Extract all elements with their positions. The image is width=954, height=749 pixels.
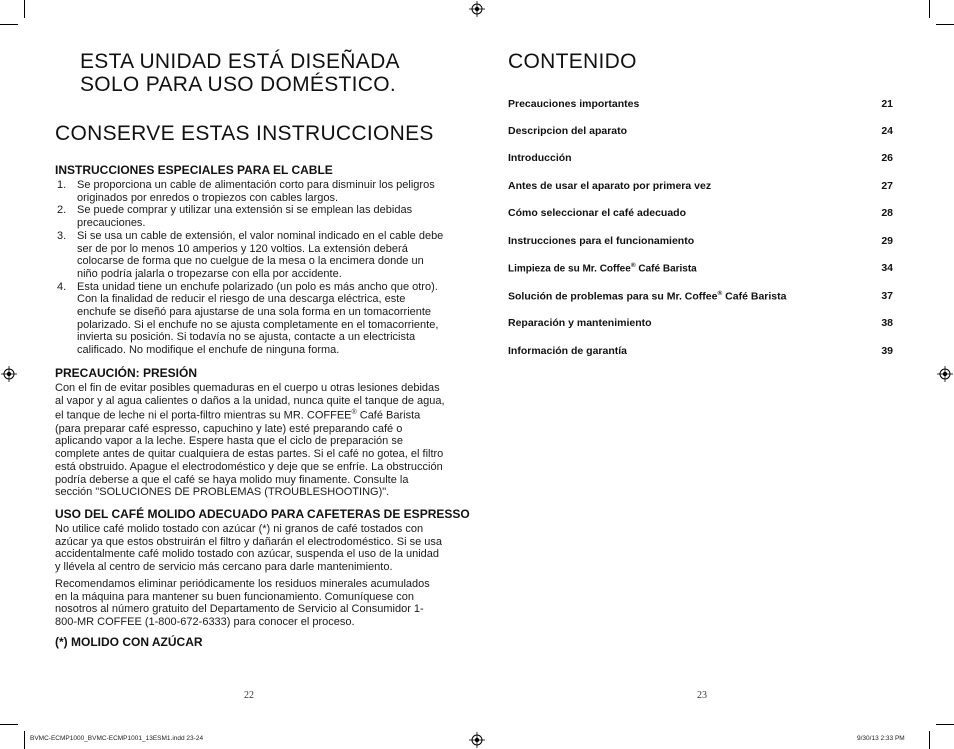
toc-entry-title: Solución de problemas para su Mr. Coffee: [508, 290, 718, 303]
domestic-use-heading-line1: ESTA UNIDAD ESTÁ DISEÑADA: [80, 50, 400, 73]
toc-entry-title: Antes de usar el aparato por primera vez: [508, 180, 712, 192]
toc-entry: [508, 262, 893, 274]
list-text: Esta unidad tiene un enchufe polarizado (un polo es más ancho que otro). Con la finalidad de reducir el riesgo de una descarga eléctrica, este enchufe se diseñó para ajustarse de una sola forma en un tomacorriente polarizado. Si el enchufe no se ajusta completamente en el tomacorriente, invierta su posición. Si todavía no se ajusta, contacte a un electricista calificado. No modifique el enchufe de ninguna forma.: [77, 280, 439, 357]
toc-entry-page: 27: [881, 180, 893, 192]
registration-mark-icon: [1, 366, 17, 382]
toc-entry: [508, 207, 893, 219]
list-item: [55, 281, 447, 357]
toc-entry-title: Introducción: [508, 152, 572, 164]
crop-mark: [936, 724, 954, 725]
registration-mark-icon: [469, 732, 485, 748]
crop-mark: [24, 0, 25, 18]
toc-entry-label: [508, 345, 627, 357]
toc-entry: [508, 317, 893, 329]
ground-coffee-paragraph-2: Recomendamos eliminar periódicamente los residuos minerales acumulados en la máquina para mantener su buen funcionamiento. Comuníquese con nosotros al número gratuito del Departamento de Servicio al Consumidor 1-800-MR COFFEE (1-800-672-6333) para conocer el proceso.: [55, 578, 430, 629]
crop-mark: [0, 24, 18, 25]
list-text: Si se usa un cable de extensión, el valor nominal indicado en el cable debe ser de por lo menos 10 amperios y 120 voltios. La extensión deberá colocarse de forma que no cuelgue de la mesa o la encimera donde un niño podría jalarla o tropezarse con ella por accidente.: [77, 229, 444, 280]
timestamp-footer: 9/30/13 2:33 PM: [857, 735, 905, 742]
list-text: Se puede comprar y utilizar una extensión si se emplean las debidas precauciones.: [77, 204, 413, 230]
list-item: [55, 204, 447, 229]
toc-entry-label: [508, 125, 627, 137]
registration-mark-icon: [937, 366, 953, 382]
caution-paragraph: [55, 382, 445, 499]
toc-entry-page: 37: [881, 290, 893, 302]
toc-entry-page: 24: [881, 125, 893, 137]
crop-mark: [0, 724, 18, 725]
list-number: 1.: [57, 179, 67, 191]
toc-entry-title: Información de garantía: [508, 345, 628, 357]
toc-entry-title: Limpieza de su Mr. Coffee: [508, 263, 631, 275]
toc-entry: [508, 290, 893, 303]
domestic-use-heading: [80, 50, 400, 96]
toc-entry: [508, 180, 893, 192]
crop-mark: [24, 731, 25, 749]
toc-entry: [508, 235, 893, 247]
toc-entry-title: Precauciones importantes: [508, 98, 640, 110]
list-item: [55, 179, 447, 204]
toc-entry-page: 34: [881, 262, 893, 274]
list-number: 2.: [57, 204, 67, 217]
ground-coffee-paragraph-1: No utilice café molido tostado con azúcar (*) ni granos de café tostados con azúcar ya que estos obstruirán el filtro y dañarán el electrodoméstico. Si se usa accidentalmente café molido tostado con azúcar, suspenda el uso de la unidad y llévela al centro de servicio más cercano para darle mantenimiento.: [55, 523, 443, 574]
registered-mark: ®: [630, 262, 636, 269]
toc-entry: [508, 125, 893, 137]
conserve-instructions-heading: CONSERVE ESTAS INSTRUCCIONES: [55, 122, 434, 145]
toc-entry-page: 38: [881, 317, 893, 329]
toc-entry-page: 39: [881, 345, 893, 357]
list-text: Se proporciona un cable de alimentación corto para disminuir los peligros originados por enredos o tropiezos con cables largos.: [77, 179, 435, 204]
sugar-footnote: (*) MOLIDO CON AZÚCAR: [55, 635, 203, 649]
toc-entry-page: 21: [881, 98, 893, 110]
crop-mark: [929, 731, 930, 749]
toc-entry-suffix: Café Barista: [635, 263, 697, 275]
toc-entry-label: [508, 262, 697, 274]
page-number-right: 23: [697, 690, 707, 701]
caution-text-part1: Con el fin de evitar posibles quemaduras en el cuerpo u otras lesiones debidas al vapor y al agua calientes o daños a la unidad, nunca quite el tanque de agua, el tanque de leche ni el porta-filtro mientras su MR. COFFEE: [55, 382, 445, 423]
toc-entry-label: [508, 152, 572, 164]
toc-entry-page: 28: [881, 207, 893, 219]
toc-entry-label: [508, 98, 639, 110]
file-info-footer: BVMC-ECMP1000_BVMC-ECMP1001_13ESM1.indd 23-24: [30, 735, 204, 742]
page-number-left: 22: [244, 690, 254, 701]
contents-heading: CONTENIDO: [508, 50, 637, 73]
cable-section-title: INSTRUCCIONES ESPECIALES PARA EL CABLE: [55, 163, 333, 177]
caution-text-part2: Café Barista (para preparar café espresso, capuchino y late) esté preparando café o aplicando vapor a la leche. Espere hasta que el ciclo de preparación se complete antes de quitar cualquiera de estas partes. Si el café no gotea, el filtro está obstruido. Apague el electrodoméstico y deje que se enfríe. La obstrucción podría deberse a que el café se haya molido muy finamente. Consulte la sección "SOLUCIONES DE PROBLEMAS (TROUBLESHOOTING)".: [55, 410, 444, 499]
list-item: [55, 230, 447, 281]
toc-entry-title: Reparación y mantenimiento: [508, 317, 652, 329]
list-number: 4.: [57, 280, 67, 293]
toc-entry-label: [508, 235, 694, 247]
toc-entry: [508, 345, 893, 357]
toc-entry-label: [508, 207, 686, 219]
registered-mark: ®: [351, 409, 357, 417]
toc-entry-title: Cómo seleccionar el café adecuado: [508, 207, 686, 219]
toc-entry-page: 29: [881, 235, 893, 247]
toc-entry-page: 26: [881, 152, 893, 164]
toc-entry-suffix: Café Barista: [722, 290, 787, 303]
registration-mark-icon: [469, 1, 485, 17]
toc-entry-label: [508, 317, 652, 329]
ground-coffee-section-title: USO DEL CAFÉ MOLIDO ADECUADO PARA CAFETERAS DE ESPRESSO: [55, 507, 470, 521]
toc-entry-title: Instrucciones para el funcionamiento: [508, 235, 695, 247]
toc-entry-title: Descripcion del aparato: [508, 125, 628, 137]
toc-entry-label: [508, 180, 711, 192]
caution-section-title: PRECAUCIÓN: PRESIÓN: [55, 366, 198, 380]
registered-mark: ®: [717, 290, 723, 297]
cable-instructions-list: [55, 179, 447, 357]
toc-entry: [508, 152, 893, 164]
crop-mark: [936, 24, 954, 25]
crop-mark: [929, 0, 930, 18]
toc-entry-label: [508, 290, 786, 303]
toc-entry: [508, 98, 893, 110]
list-number: 3.: [57, 229, 67, 242]
domestic-use-heading-line2: SOLO PARA USO DOMÉSTICO.: [80, 73, 397, 96]
